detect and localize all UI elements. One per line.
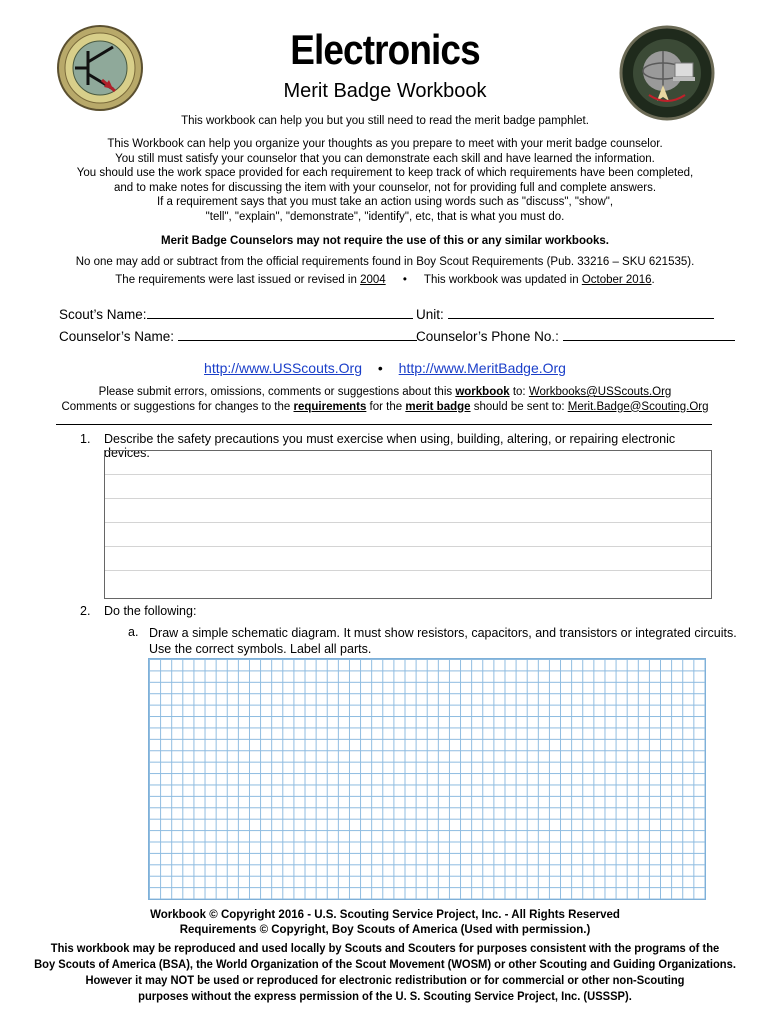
- intro-text-line: This Workbook can help you organize your thoughts as you prepare to meet with your merit badge counselor.: [107, 138, 663, 150]
- issued-prefix: The requirements were last issued or revised in: [115, 273, 361, 286]
- req-2-number: 2.: [80, 604, 91, 618]
- answer-line: [105, 523, 711, 547]
- usscouts-link[interactable]: http://www.USScouts.Org: [204, 360, 362, 376]
- req-2a-text: [149, 625, 739, 657]
- req-1-number: 1.: [80, 432, 91, 446]
- requirements-source: [0, 255, 770, 287]
- revision-line: [0, 273, 770, 288]
- updated-prefix: This workbook was updated in: [423, 273, 582, 286]
- requirements-copyright: Requirements © Copyright, Boy Scouts of America (Used with permission.): [179, 924, 591, 936]
- meritbadge-link[interactable]: http://www.MeritBadge.Org: [398, 360, 566, 376]
- unit-field[interactable]: [416, 305, 714, 322]
- usage-notice-line: Boy Scouts of America (BSA), the World Organization of the Scout Movement (WOSM) or other Scouting and Guiding Organizations.: [34, 957, 736, 971]
- usage-notice: [27, 940, 743, 1004]
- intro-text-line: You still must satisfy your counselor that you can demonstrate each skill and have learned the information.: [115, 152, 655, 165]
- usage-notice-line: However it may NOT be used or reproduced for electronic redistribution or for commercial or other non-Scouting: [85, 973, 685, 987]
- req-1-text: Describe the safety precautions you must exercise when using, building, altering, or repairing electronic devices.: [104, 432, 676, 460]
- submit-line-1: [0, 385, 770, 400]
- workbook-word: workbook: [455, 386, 510, 398]
- intro-line: This workbook can help you but you still need to read the merit badge pamphlet.: [181, 115, 589, 127]
- updated-suffix: .: [651, 273, 655, 286]
- submit-text: Please submit errors, omissions, comments or suggestions about this: [98, 386, 456, 398]
- page-subtitle: Merit Badge Workbook: [283, 80, 487, 102]
- counselor-phone-label: Counselor’s Phone No.:: [416, 329, 559, 344]
- answer-line: [105, 499, 711, 523]
- counselor-phone-line[interactable]: [563, 327, 735, 341]
- unit-label: Unit:: [416, 307, 444, 322]
- schematic-drawing-grid[interactable]: [148, 658, 706, 900]
- requirements-word: requirements: [293, 400, 367, 413]
- workbooks-email-link[interactable]: Workbooks@USScouts.Org: [528, 386, 672, 398]
- req-2a-line: Draw a simple schematic diagram. It must show resistors, capacitors, and transistors or integrated circuits.: [149, 626, 737, 640]
- answer-line: [105, 475, 711, 499]
- scout-name-line[interactable]: [147, 305, 413, 319]
- submit-line-2: [0, 400, 770, 415]
- submit-text: Comments or suggestions for changes to the: [61, 400, 294, 413]
- submit-text: to:: [509, 386, 529, 398]
- intro-text-line: If a requirement says that you must take an action using words such as "discuss", "show",: [156, 196, 614, 209]
- website-links: [0, 360, 770, 376]
- merit-badge-email-link[interactable]: Merit.Badge@Scouting.Org: [567, 400, 709, 413]
- issued-year: 2004: [360, 273, 386, 286]
- req-2a-line: Use the correct symbols. Label all parts.: [149, 642, 372, 656]
- submit-text: for the: [366, 400, 406, 413]
- counselor-name-field[interactable]: [59, 327, 417, 344]
- req-1-answer-box[interactable]: [104, 450, 712, 599]
- req-2-text: Do the following:: [104, 604, 197, 618]
- counselor-name-line[interactable]: [178, 327, 417, 341]
- intro-paragraph: [0, 137, 770, 225]
- counselor-phone-field[interactable]: [416, 327, 735, 344]
- usage-notice-line: purposes without the express permission of the U. S. Scouting Service Project, Inc. (USSSP).: [138, 989, 632, 1003]
- intro-text-line: and to make notes for discussing the item with your counselor, not for providing full and complete answers.: [113, 181, 657, 194]
- intro-text-line: "tell", "explain", "demonstrate", "identify", etc, that is what you must do.: [205, 210, 565, 223]
- submit-info: [0, 385, 770, 414]
- unit-line[interactable]: [448, 305, 714, 319]
- link-separator: •: [377, 360, 383, 376]
- usage-notice-line: This workbook may be reproduced and used locally by Scouts and Scouters for purposes consistent with the programs of the: [50, 941, 720, 955]
- answer-line: [105, 547, 711, 571]
- answer-line: [105, 451, 711, 475]
- page-title: Electronics: [290, 26, 480, 73]
- no-one-line: No one may add or subtract from the official requirements found in Boy Scout Requirements (Pub. 33216 – SKU 621535).: [75, 256, 695, 268]
- merit-badge-word: merit badge: [405, 400, 471, 413]
- scout-name-field[interactable]: [59, 305, 413, 322]
- updated-date: October 2016: [581, 273, 652, 286]
- scout-name-label: Scout’s Name:: [59, 307, 147, 322]
- submit-text: should be sent to:: [470, 400, 568, 413]
- workbook-copyright: Workbook © Copyright 2016 - U.S. Scouting Service Project, Inc. - All Rights Reserved: [150, 909, 620, 921]
- intro-text-line: You should use the work space provided for each requirement to keep track of which requirements have been completed,: [76, 167, 694, 180]
- bullet-separator: •: [402, 273, 407, 286]
- counselor-note: Merit Badge Counselors may not require the use of this or any similar workbooks.: [161, 235, 609, 247]
- req-2a-letter: a.: [128, 625, 139, 639]
- section-divider: [56, 424, 712, 425]
- counselor-name-label: Counselor’s Name:: [59, 329, 175, 344]
